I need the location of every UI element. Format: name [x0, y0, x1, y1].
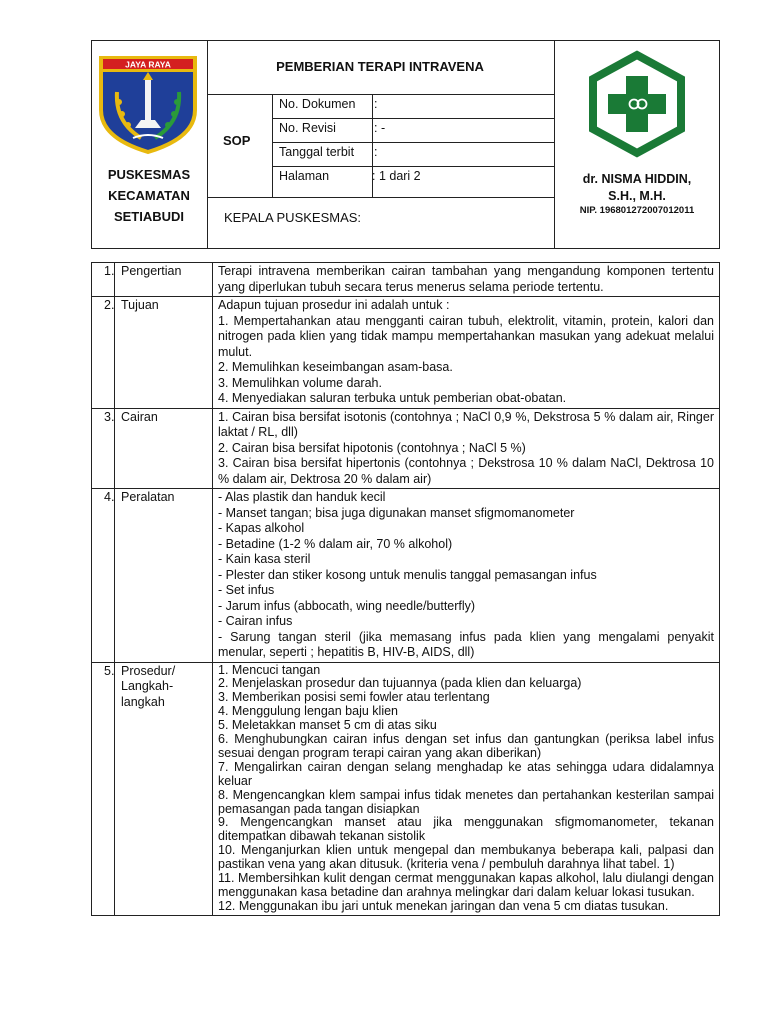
signer-name-line: dr. NISMA HIDDIN, — [582, 172, 692, 186]
content-line: 9. Mengencangkan manset atau jika menggunakan sfigmomanometer, tekanan ditempatkan dibawah tekanan sistolik — [218, 815, 714, 844]
content-line: 2. Memulihkan keseimbangan asam-basa. — [218, 360, 453, 374]
section-label: Cairan — [115, 408, 213, 489]
signer-name-line: S.H., M.H. — [608, 189, 666, 203]
meta-value: : — [374, 145, 378, 159]
org-line: SETIABUDI — [113, 209, 185, 224]
content-line: 11. Membersihkan kulit dengan cermat menggunakan kapas alkohol, lalu diulangi dengan menggunakan kasa betadine dan arahnya melingkar dari dalam keluar lokasi tusukan. — [218, 871, 714, 899]
content-line: 12. Menggunakan ibu jari untuk menekan jaringan dan vena 5 cm diatas tusukan. — [218, 898, 669, 913]
content-line: Terapi intravena memberikan cairan tambahan yang mengandung komponen tertentu yang diperlukan tubuh secara terus menerus selama periode tertentu. — [218, 264, 714, 294]
divider — [272, 94, 273, 197]
jaya-raya-crest-logo — [95, 52, 201, 156]
section-content — [213, 662, 720, 915]
section-content — [213, 489, 720, 663]
divider — [272, 118, 554, 119]
content-line: 1. Mempertahankan atau mengganti cairan tubuh, elektrolit, vitamin, protein, kalori dan nitrogen pada klien yang tidak mampu mempertahankan masukan yang adekuat melalui mulut. — [218, 313, 714, 359]
content-line: 2. Menjelaskan prosedur dan tujuannya (pada klien dan keluarga) — [218, 676, 582, 691]
content-line: 8. Mengencangkan klem sampai infus tidak menetes dan pertahankan kesterilan sampai pemasangan pada tangan disiapkan — [218, 787, 714, 816]
divider — [207, 94, 554, 95]
section-label: Pengertian — [115, 263, 213, 297]
meta-label: No. Dokumen — [279, 97, 356, 111]
divider — [272, 166, 554, 167]
section-label-line: Prosedur/ — [121, 663, 176, 678]
content-line: - Betadine (1-2 % dalam air, 70 % alkohol) — [218, 536, 453, 551]
sop-content-table — [91, 262, 720, 916]
table-row — [92, 297, 720, 409]
divider — [554, 41, 555, 248]
meta-value: : — [374, 97, 378, 111]
content-line: - Kapas alkohol — [218, 521, 305, 535]
content-line: 3. Memulihkan volume darah. — [218, 375, 382, 390]
meta-label: Tanggal terbit — [279, 145, 355, 159]
divider — [207, 197, 554, 198]
organization-name — [92, 164, 206, 227]
content-line: 3. Cairan bisa bersifat hipertonis (contohnya ; Dekstrosa 10 % dalam NaCl, Dektrosa 10 % dalam air, Dektrosa 20 % dalam air) — [218, 456, 714, 486]
section-number: 2. — [92, 297, 115, 409]
content-line: - Jarum infus (abbocath, wing needle/butterfly) — [218, 598, 476, 613]
document-title: PEMBERIAN TERAPI INTRAVENA — [276, 59, 484, 74]
section-label: Tujuan — [115, 297, 213, 409]
kepala-puskesmas-label: KEPALA PUSKESMAS: — [224, 210, 362, 225]
section-content — [213, 263, 720, 297]
section-number: 4. — [92, 489, 115, 663]
section-content — [213, 297, 720, 409]
meta-value: : 1 dari 2 — [372, 169, 421, 183]
content-line: 5. Meletakkan manset 5 cm di atas siku — [218, 718, 437, 733]
org-line: KECAMATAN — [108, 188, 190, 203]
content-line: - Alas plastik dan handuk kecil — [218, 490, 386, 504]
content-line: - Manset tangan; bisa juga digunakan manset sfigmomanometer — [218, 505, 575, 520]
section-number: 1. — [92, 263, 115, 297]
divider — [272, 142, 554, 143]
sop-label: SOP — [223, 133, 251, 148]
section-number: 5. — [92, 662, 115, 915]
org-line: PUSKESMAS — [107, 167, 191, 182]
section-content — [213, 408, 720, 489]
meta-label: No. Revisi — [279, 121, 336, 135]
section-label-line: Langkah- — [121, 679, 174, 693]
content-line: - Sarung tangan steril (jika memasang infus pada klien yang mengalami penyakit menular, seperti ; hepatitis B, HIV-B, AIDS, dll) — [218, 629, 714, 659]
content-line: 1. Mencuci tangan — [218, 662, 321, 677]
signer-nip: NIP. 196801272007012011 — [579, 205, 695, 216]
content-line: - Set infus — [218, 583, 275, 597]
content-line: 1. Cairan bisa bersifat isotonis (contohnya ; NaCl 0,9 %, Dekstrosa 5 % dalam air, Ringer laktat / RL, dll) — [218, 409, 714, 439]
section-label-line: langkah — [121, 694, 165, 709]
content-line: 6. Menghubungkan cairan infus dengan set infus dan gantungkan (periksa label infus sesuai dengan program terapi cairan yang akan diberikan) — [218, 732, 714, 760]
content-line: 4. Menyediakan saluran terbuka untuk pemberian obat-obatan. — [218, 391, 567, 405]
section-number: 3. — [92, 408, 115, 489]
content-line: 4. Menggulung lengan baju klien — [218, 704, 398, 719]
section-label: Peralatan — [115, 489, 213, 663]
section-label — [115, 662, 213, 915]
content-line: - Plester dan stiker kosong untuk menulis tanggal pemasangan infus — [218, 567, 597, 582]
crest-motto: JAYA RAYA — [125, 59, 171, 70]
content-line: - Cairan infus — [218, 614, 293, 628]
content-line: Adapun tujuan prosedur ini adalah untuk : — [218, 298, 450, 312]
meta-label: Halaman — [279, 169, 330, 183]
table-row — [92, 662, 720, 915]
content-line: 10. Menganjurkan klien untuk mengepal dan membukanya beberapa kali, palpasi dan pastikan vena yang akan ditusuk. (kriteria vena / pembuluh darahnya lihat tabel. 1) — [218, 843, 714, 872]
table-row — [92, 489, 720, 663]
content-line: 2. Cairan bisa bersifat hipotonis (contohnya ; NaCl 5 %) — [218, 440, 526, 455]
meta-value: : - — [374, 121, 386, 135]
table-row — [92, 408, 720, 489]
puskesmas-logo — [584, 50, 690, 158]
content-line: 7. Mengalirkan cairan dengan selang menghadap ke atas sehingga udara didalamnya keluar — [218, 759, 714, 788]
content-line: 3. Memberikan posisi semi fowler atau terlentang — [218, 690, 490, 705]
signer-name — [560, 171, 714, 205]
table-row — [92, 263, 720, 297]
content-line: - Kain kasa steril — [218, 552, 311, 566]
